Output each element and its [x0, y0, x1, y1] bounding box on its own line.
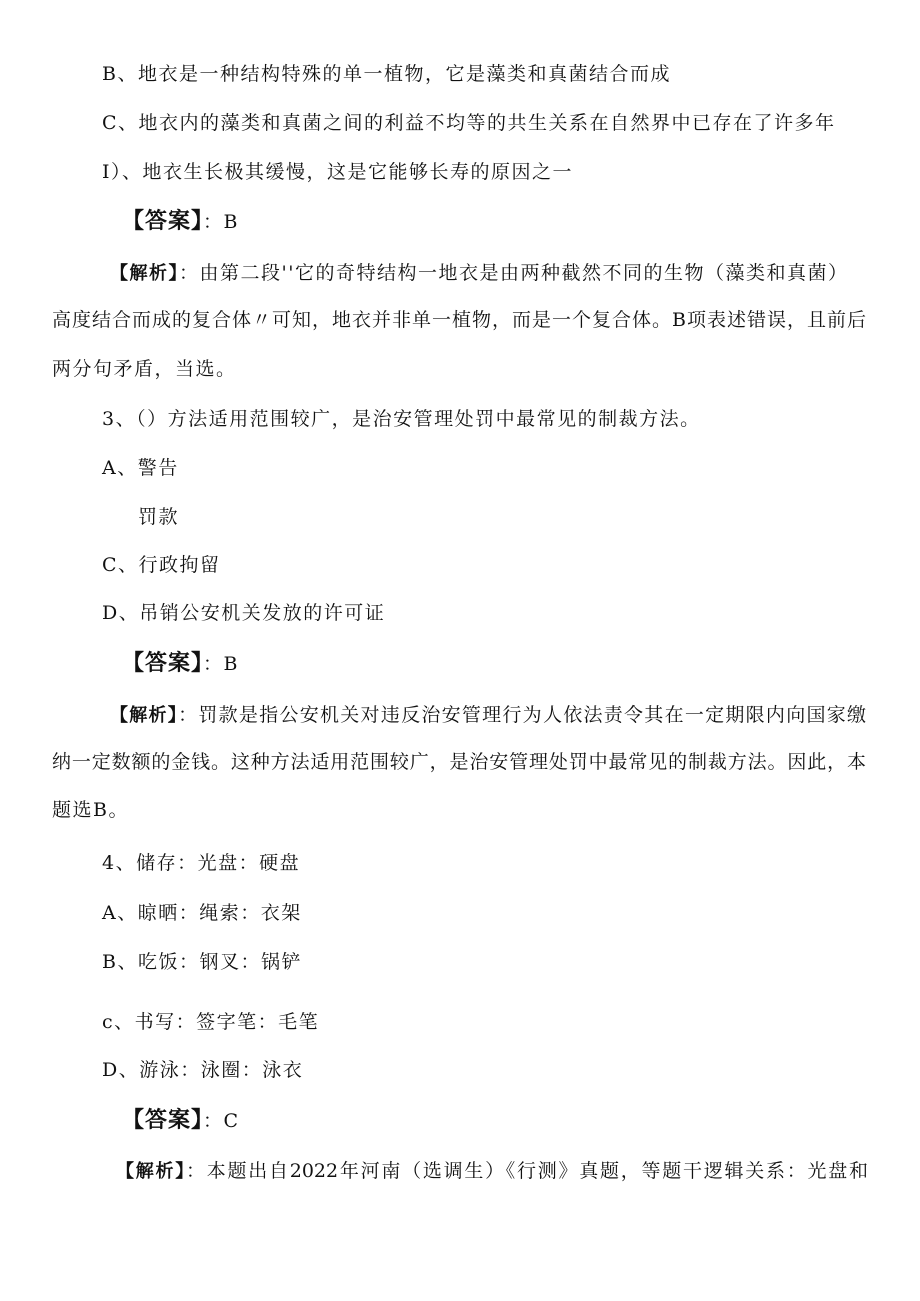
answer-value: ：C [203, 1110, 240, 1132]
q2-option-c: C、地衣内的藻类和真菌之间的利益不均等的共生关系在自然界中已存在了许多年 [102, 112, 836, 134]
analysis-label: 【解析】 [116, 1161, 186, 1182]
q2-analysis-line-2: 高度结合而成的复合体〃可知，地衣并非单一植物，而是一个复合体。B项表述错误，且前后 [52, 309, 866, 331]
q4-analysis-line-1 [116, 1159, 868, 1184]
q2-analysis-line-3: 两分句矛盾，当选。 [52, 358, 237, 380]
q3-option-a: A、警告 [102, 457, 179, 479]
q2-analysis-line-1 [110, 261, 848, 286]
q3-analysis-line-2: 纳一定数额的金钱。这种方法适用范围较广，是治安管理处罚中最常见的制裁方法。因此，本 [52, 751, 866, 773]
q3-option-c: C、行政拘留 [102, 554, 221, 576]
q4-answer [122, 1109, 240, 1133]
answer-label: 【答案】 [122, 209, 204, 234]
q2-answer [122, 210, 239, 234]
answer-value: ：B [203, 211, 239, 233]
answer-value: ：B [203, 653, 239, 675]
q4-option-b: B、吃饭：钢叉：锅铲 [102, 951, 302, 973]
q3-option-b: 罚款 [138, 506, 180, 528]
q3-answer [122, 652, 239, 676]
q4-question: 4、储存：光盘：硬盘 [102, 852, 301, 874]
analysis-text: ：本题出自2022年河南（选调生）《行测》真题，等题干逻辑关系：光盘和 [186, 1160, 869, 1182]
q4-option-d: D、游泳：泳圈：泳衣 [102, 1059, 304, 1081]
analysis-text: ：由第二段''它的奇特结构一地衣是由两种截然不同的生物（藻类和真菌） [179, 262, 849, 284]
q4-option-a: A、晾晒：绳索：衣架 [102, 902, 302, 924]
q2-option-d: I）、地衣生长极其缓慢，这是它能够长寿的原因之一 [102, 161, 574, 183]
q2-option-b: B、地衣是一种结构特殊的单一植物，它是藻类和真菌结合而成 [102, 63, 671, 85]
answer-label: 【答案】 [122, 651, 204, 676]
analysis-label: 【解析】 [110, 705, 179, 726]
q3-question: 3、（）方法适用范围较广，是治安管理处罚中最常见的制裁方法。 [102, 408, 701, 430]
answer-label: 【答案】 [122, 1108, 204, 1133]
analysis-label: 【解析】 [110, 263, 179, 284]
q4-option-c: c、书写：签字笔：毛笔 [102, 1011, 320, 1033]
q3-analysis-line-1 [110, 703, 866, 728]
analysis-text: ：罚款是指公安机关对违反治安管理行为人依法责令其在一定期限内向国家缴 [178, 704, 867, 726]
q3-option-d: D、吊销公安机关发放的许可证 [102, 602, 386, 624]
q3-analysis-line-3: 题选B。 [52, 799, 129, 821]
